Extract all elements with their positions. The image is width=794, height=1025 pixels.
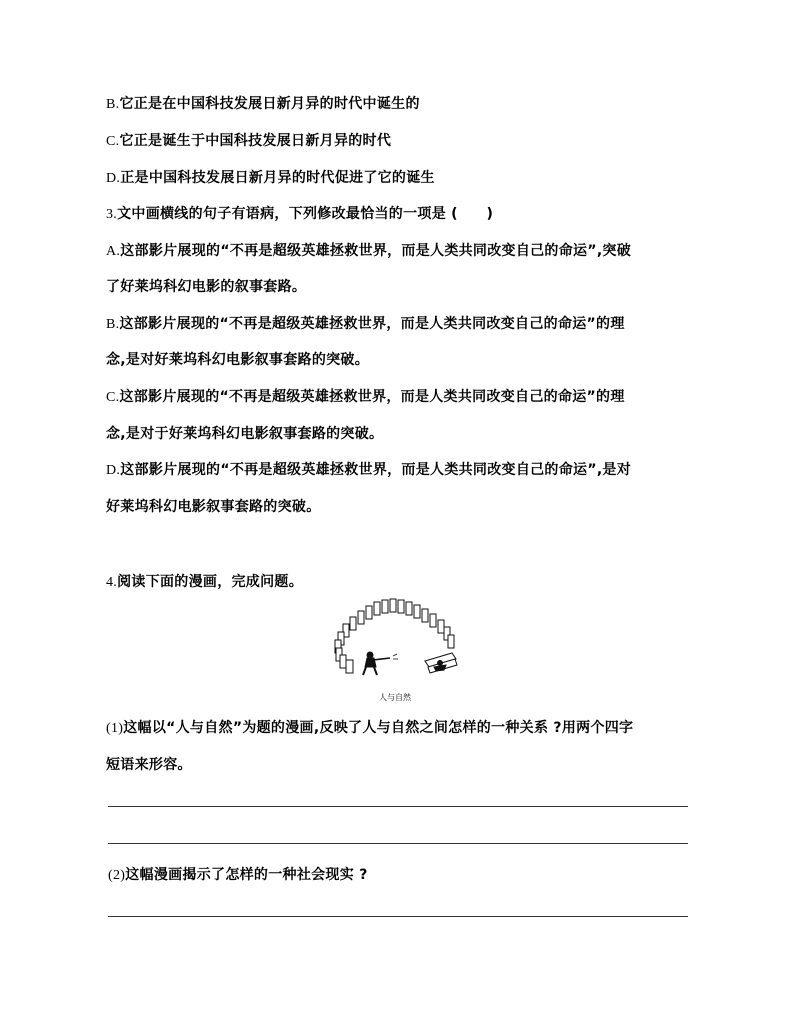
option-text: 这部影片展现的“不再是超级英雄拯救世界，而是人类共同改变自己的命运”,是对 <box>120 462 632 478</box>
option-text: 这部影片展现的“不再是超级英雄拯救世界，而是人类共同改变自己的命运”的理 <box>119 316 625 332</box>
option-letter: B. <box>106 97 120 112</box>
option-text: 它正是在中国科技发展日新月异的时代中诞生的 <box>119 96 420 112</box>
option-d-q2 <box>106 169 435 188</box>
option-d-q3-line1 <box>106 461 631 480</box>
comic-illustration <box>330 597 460 679</box>
answer-line[interactable] <box>108 806 688 807</box>
question-4-stem <box>106 573 303 592</box>
option-c-q3-line1 <box>106 388 625 407</box>
question-text: 文中画横线的句子有语病，下列修改最恰当的一项是 ( ) <box>117 206 494 222</box>
option-letter: D. <box>106 171 121 186</box>
option-text: 这部影片展现的“不再是超级英雄拯救世界，而是人类共同改变自己的命运”,突破 <box>120 243 632 259</box>
subquestion-1-line1 <box>106 719 633 738</box>
subquestion-text: 这幅以“人与自然”为题的漫画,反映了人与自然之间怎样的一种关系 ?用两个四字 <box>123 720 634 736</box>
subquestion-number: (2) <box>108 868 126 883</box>
option-text: 正是中国科技发展日新月异的时代促进了它的诞生 <box>120 170 435 186</box>
question-text: 阅读下面的漫画，完成问题。 <box>117 574 304 590</box>
option-c-q3-line2: 念,是对于好莱坞科幻电影叙事套路的突破。 <box>106 426 384 442</box>
option-b-q3-line2: 念,是对好莱坞科幻电影叙事套路的突破。 <box>106 352 370 368</box>
option-a-q3-line1 <box>106 242 631 261</box>
option-letter: C. <box>106 134 120 149</box>
subquestion-number: (1) <box>106 721 124 736</box>
option-letter: D. <box>106 463 121 478</box>
option-text: 它正是诞生于中国科技发展日新月异的时代 <box>119 133 392 149</box>
subquestion-1-line2: 短语来形容。 <box>106 757 192 773</box>
option-letter: B. <box>106 317 120 332</box>
option-b-q3-line1 <box>106 315 625 334</box>
answer-line[interactable] <box>108 916 688 917</box>
answer-line[interactable] <box>108 843 688 844</box>
option-letter: A. <box>106 244 121 259</box>
option-text: 这部影片展现的“不再是超级英雄拯救世界，而是人类共同改变自己的命运”的理 <box>119 389 625 405</box>
question-number: 3. <box>106 207 118 222</box>
option-c-q2 <box>106 132 391 151</box>
question-3-stem <box>106 205 493 224</box>
subquestion-text: 这幅漫画揭示了怎样的一种社会现实 ? <box>125 867 368 883</box>
subquestion-2 <box>108 866 368 885</box>
option-b-q2 <box>106 95 420 114</box>
option-d-q3-line2: 好莱坞科幻电影叙事套路的突破。 <box>106 499 321 515</box>
comic-caption: 人与自然 <box>379 693 411 702</box>
option-a-q3-line2: 了好莱坞科幻电影的叙事套路。 <box>106 279 307 295</box>
option-letter: C. <box>106 390 120 405</box>
question-number: 4. <box>106 575 118 590</box>
